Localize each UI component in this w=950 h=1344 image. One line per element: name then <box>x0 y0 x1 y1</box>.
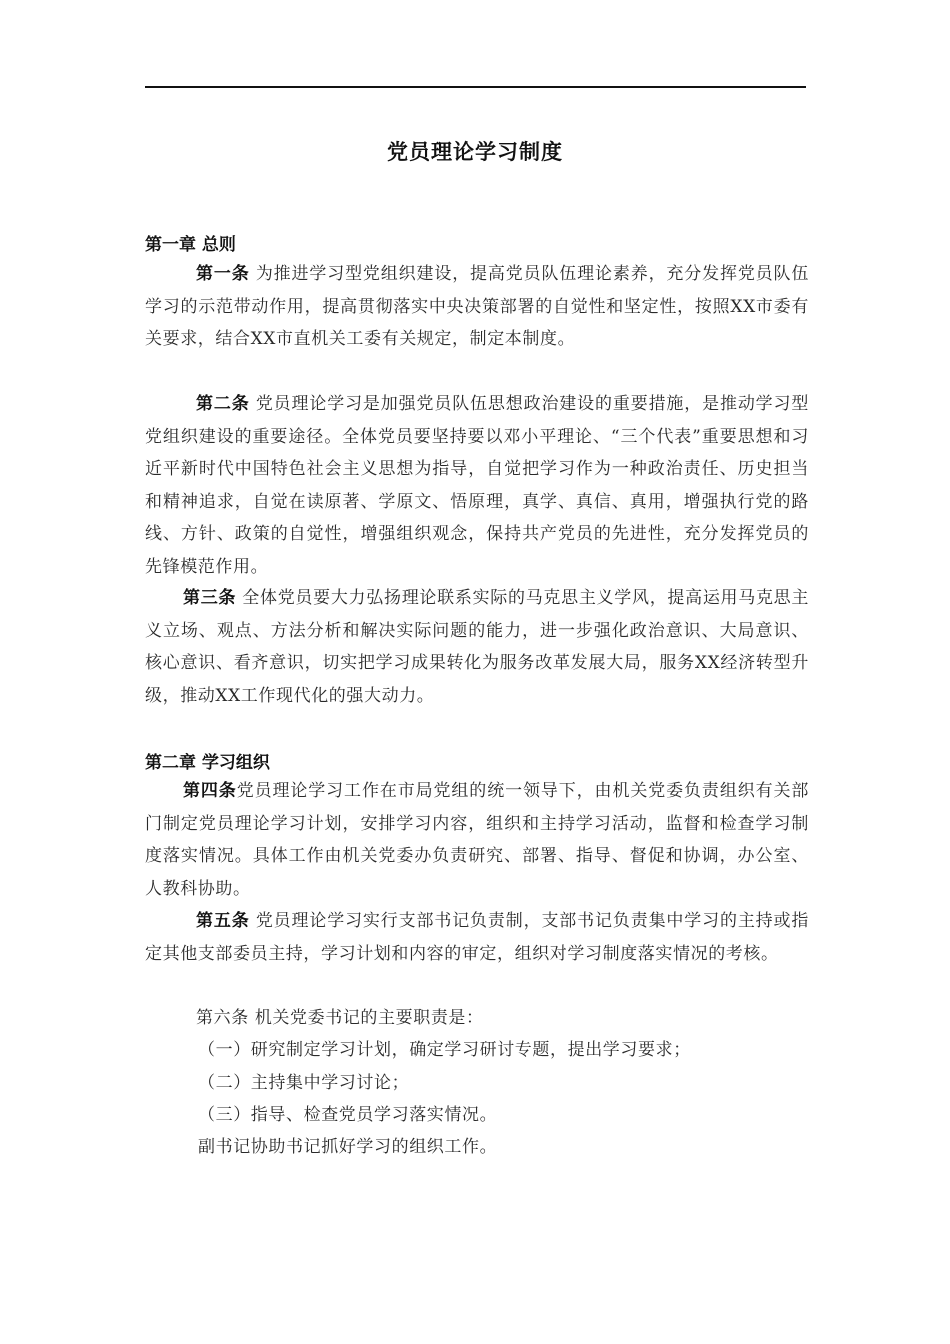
article-label: 第二条 <box>196 394 250 414</box>
article-paragraph <box>145 388 809 583</box>
article-paragraph <box>145 1002 809 1035</box>
header-rule <box>145 86 806 88</box>
duty-item: （一）研究制定学习计划，确定学习研讨专题，提出学习要求； <box>198 1040 691 1060</box>
article-label: 第五条 <box>196 911 250 931</box>
article-label: 第四条 <box>183 781 237 801</box>
document-title: 党员理论学习制度 <box>387 140 563 164</box>
article-paragraph <box>145 905 809 970</box>
closing-note: 副书记协助书记抓好学习的组织工作。 <box>198 1137 498 1157</box>
chapter-heading: 第一章 总则 <box>145 235 236 255</box>
duty-item: （三）指导、检查党员学习落实情况。 <box>198 1105 498 1125</box>
article-text: 为推进学习型党组织建设，提高党员队伍理论素养，充分发挥党员队伍学习的示范带动作用，提高贯彻落实中央决策部署的自觉性和坚定性，按照XX市委有关要求，结合XX市直机关工委有关规定，制定本制度。 <box>145 264 809 349</box>
article-text: 党员理论学习工作在市局党组的统一领导下，由机关党委负责组织有关部门制定党员理论学习计划，安排学习内容，组织和主持学习活动，监督和检查学习制度落实情况。具体工作由机关党委办负责研究、部署、指导、督促和协调，办公室、人教科协助。 <box>145 781 809 899</box>
article-text: 机关党委书记的主要职责是： <box>248 1008 484 1028</box>
article-label: 第一条 <box>196 264 250 284</box>
article-text: 党员理论学习实行支部书记负责制，支部书记负责集中学习的主持或指定其他支部委员主持，学习计划和内容的审定，组织对学习制度落实情况的考核。 <box>145 911 809 964</box>
article-paragraph <box>145 775 809 905</box>
duty-item: （二）主持集中学习讨论； <box>198 1073 410 1093</box>
article-text: 党员理论学习是加强党员队伍思想政治建设的重要措施，是推动学习型党组织建设的重要途径。全体党员要坚持要以邓小平理论、“三个代表”重要思想和习近平新时代中国特色社会主义思想为指导，自觉把学习作为一种政治责任、历史担当和精神追求，自觉在读原著、学原文、悟原理，真学、真信、真用，增强执行党的路线、方针、政策的自觉性，增强组织观念，保持共产党员的先进性，充分发挥党员的先锋模范作用。 <box>145 394 809 577</box>
chapter-heading: 第二章 学习组织 <box>145 753 270 773</box>
article-label: 第三条 <box>183 588 237 608</box>
article-label: 第六条 <box>196 1008 249 1028</box>
article-paragraph <box>145 582 809 712</box>
article-paragraph <box>145 258 809 356</box>
article-text: 全体党员要大力弘扬理论联系实际的马克思主义学风，提高运用马克思主义立场、观点、方法分析和解决实际问题的能力，进一步强化政治意识、大局意识、核心意识、看齐意识，切实把学习成果转化为服务改革发展大局，服务XX经济转型升级，推动XX工作现代化的强大动力。 <box>145 588 810 706</box>
